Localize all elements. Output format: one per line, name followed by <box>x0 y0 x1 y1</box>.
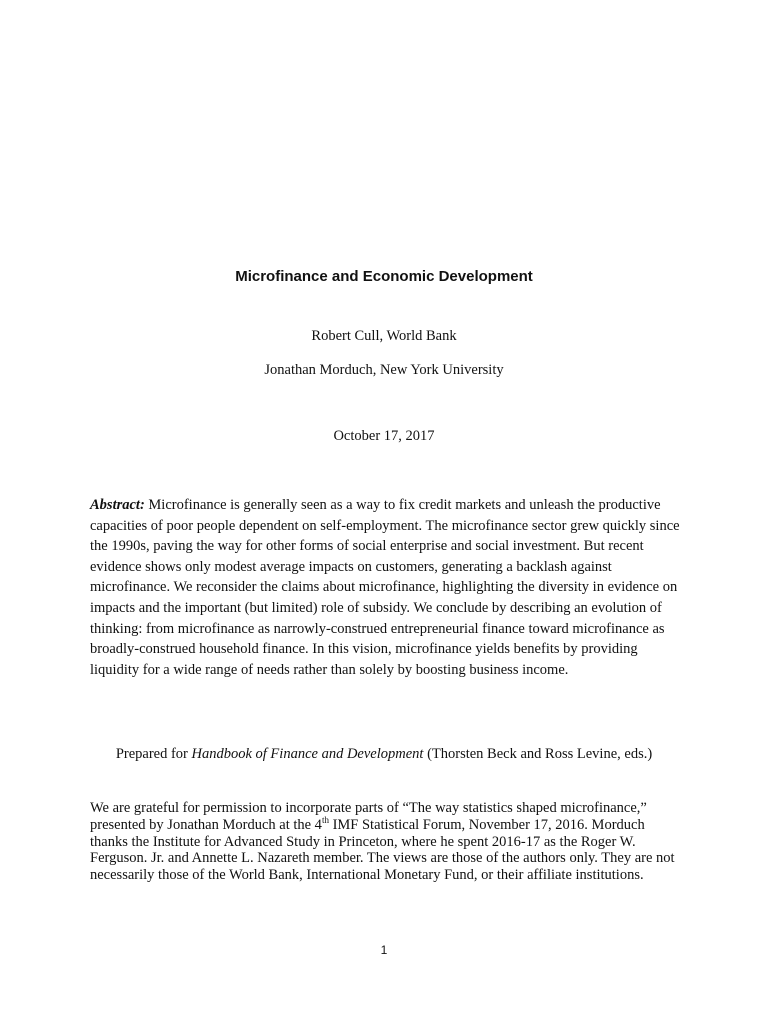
paper-date: October 17, 2017 <box>333 428 435 444</box>
abstract-text: Microfinance is generally seen as a way to fix credit markets and unleash the productive capacities of poor people dependent on self-employment. The microfinance sector grew quickly since the 1990s, paving the way for other forms of social enterprise and social investment. But recent evidence shows only modest average impacts on customers, generating a backlash against microfinance. We reconsider the claims about microfinance, highlighting the diversity in evidence on impacts and the important (but limited) role of subsidy. We conclude by describing an evolution of thinking: from microfinance as narrowly-construed entrepreneurial finance toward microfinance as broadly-construed household finance. In this vision, microfinance yields benefits by providing liquidity for a wide range of needs rather than solely by boosting business income. <box>90 497 680 678</box>
abstract <box>90 495 680 680</box>
paper-title: Microfinance and Economic Development <box>235 268 533 285</box>
author-1: Robert Cull, World Bank <box>311 328 457 344</box>
prepared-prefix: Prepared for <box>115 746 192 762</box>
handbook-title: Handbook of Finance and Development <box>191 746 424 762</box>
ack-part-1: We are grateful for permission to incorporate parts of “The way statistics shaped microfinance,” presented by Jonathan Morduch at the 4 <box>90 800 647 833</box>
prepared-for <box>0 746 768 763</box>
abstract-label: Abstract: <box>90 497 145 513</box>
prepared-suffix: (Thorsten Beck and Ross Levine, eds.) <box>423 746 653 762</box>
author-2: Jonathan Morduch, New York University <box>264 362 504 378</box>
ack-superscript: th <box>321 814 329 825</box>
page-number: 1 <box>380 943 388 957</box>
acknowledgement <box>90 800 680 884</box>
ack-part-2: IMF Statistical Forum, November 17, 2016. Morduch thanks the Institute for Advanced Study in Princeton, where he spent 2016-17 as the Roger W. Ferguson. Jr. and Annette L. Nazareth member. The views are those of the authors only. They are not necessarily those of the World Bank, International Monetary Fund, or their affiliate institutions. <box>90 816 675 884</box>
